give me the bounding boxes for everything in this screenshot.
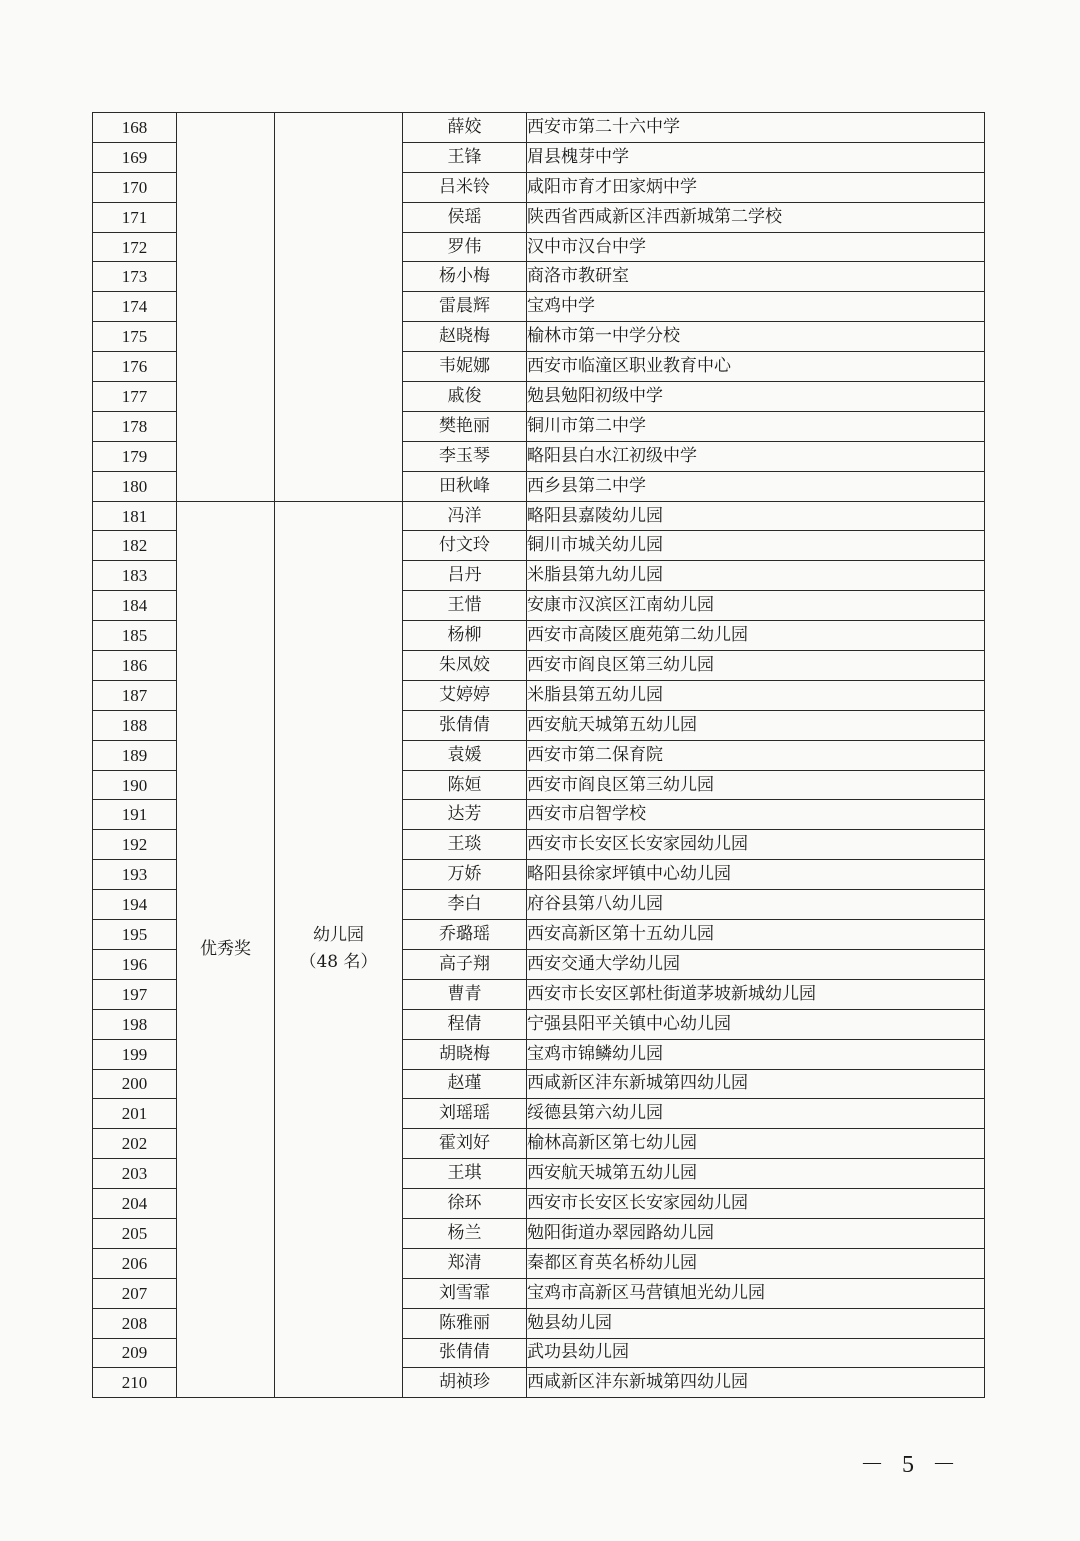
work-unit: 西安市长安区长安家园幼儿园 <box>527 1189 985 1219</box>
person-name: 王琰 <box>403 830 527 860</box>
row-number: 175 <box>93 322 177 352</box>
work-unit: 武功县幼儿园 <box>527 1338 985 1368</box>
work-unit: 西咸新区沣东新城第四幼儿园 <box>527 1368 985 1398</box>
work-unit: 铜川市城关幼儿园 <box>527 531 985 561</box>
work-unit: 铜川市第二中学 <box>527 411 985 441</box>
work-unit: 西安市长安区长安家园幼儿园 <box>527 830 985 860</box>
row-number: 198 <box>93 1009 177 1039</box>
row-number: 179 <box>93 441 177 471</box>
work-unit: 榆林市第一中学分校 <box>527 322 985 352</box>
award-level-label: 优秀奖 <box>200 938 251 959</box>
person-name: 张倩倩 <box>403 710 527 740</box>
work-unit: 西乡县第二中学 <box>527 471 985 501</box>
work-unit: 宁强县阳平关镇中心幼儿园 <box>527 1009 985 1039</box>
row-number: 186 <box>93 651 177 681</box>
work-unit: 西安市第二十六中学 <box>527 113 985 143</box>
work-unit: 西安市启智学校 <box>527 800 985 830</box>
work-unit: 米脂县第九幼儿园 <box>527 561 985 591</box>
row-number: 168 <box>93 113 177 143</box>
work-unit: 汉中市汉台中学 <box>527 232 985 262</box>
work-unit: 西安市第二保育院 <box>527 740 985 770</box>
work-unit: 西安市高陵区鹿苑第二幼儿园 <box>527 621 985 651</box>
work-unit: 咸阳市育才田家炳中学 <box>527 172 985 202</box>
row-number: 192 <box>93 830 177 860</box>
person-name: 刘雪霏 <box>403 1278 527 1308</box>
person-name: 樊艳丽 <box>403 411 527 441</box>
row-number: 187 <box>93 680 177 710</box>
work-unit: 略阳县嘉陵幼儿园 <box>527 501 985 531</box>
table-row <box>93 113 985 143</box>
person-name: 刘瑶瑶 <box>403 1099 527 1129</box>
row-number: 199 <box>93 1039 177 1069</box>
row-number: 183 <box>93 561 177 591</box>
row-number: 176 <box>93 352 177 382</box>
row-number: 177 <box>93 382 177 412</box>
person-name: 杨小梅 <box>403 262 527 292</box>
row-number: 178 <box>93 411 177 441</box>
work-unit: 略阳县徐家坪镇中心幼儿园 <box>527 860 985 890</box>
work-unit: 米脂县第五幼儿园 <box>527 680 985 710</box>
row-number: 207 <box>93 1278 177 1308</box>
person-name: 徐环 <box>403 1189 527 1219</box>
row-number: 170 <box>93 172 177 202</box>
person-name: 程倩 <box>403 1009 527 1039</box>
row-number: 173 <box>93 262 177 292</box>
work-unit: 西安市阎良区第三幼儿园 <box>527 770 985 800</box>
row-number: 182 <box>93 531 177 561</box>
row-number: 205 <box>93 1218 177 1248</box>
person-name: 王琪 <box>403 1159 527 1189</box>
person-name: 戚俊 <box>403 382 527 412</box>
person-name: 胡祯珍 <box>403 1368 527 1398</box>
award-list-table <box>92 112 985 1398</box>
page-number: － 5 － <box>860 1452 962 1478</box>
category-count: （48 名） <box>299 952 378 973</box>
work-unit: 安康市汉滨区江南幼儿园 <box>527 591 985 621</box>
person-name: 李玉琴 <box>403 441 527 471</box>
row-number: 191 <box>93 800 177 830</box>
person-name: 胡晓梅 <box>403 1039 527 1069</box>
category-label: 幼儿园 <box>313 925 364 946</box>
award-list-body <box>93 113 985 1398</box>
work-unit: 陕西省西咸新区沣西新城第二学校 <box>527 202 985 232</box>
person-name: 达芳 <box>403 800 527 830</box>
row-number: 194 <box>93 890 177 920</box>
row-number: 201 <box>93 1099 177 1129</box>
work-unit: 秦都区育英名桥幼儿园 <box>527 1248 985 1278</box>
row-number: 181 <box>93 501 177 531</box>
work-unit: 宝鸡市高新区马营镇旭光幼儿园 <box>527 1278 985 1308</box>
person-name: 郑清 <box>403 1248 527 1278</box>
table-row <box>93 501 985 531</box>
person-name: 王惜 <box>403 591 527 621</box>
work-unit: 勉阳街道办翠园路幼儿园 <box>527 1218 985 1248</box>
row-number: 169 <box>93 142 177 172</box>
work-unit: 西安航天城第五幼儿园 <box>527 1159 985 1189</box>
work-unit: 西咸新区沣东新城第四幼儿园 <box>527 1069 985 1099</box>
person-name: 陈姮 <box>403 770 527 800</box>
work-unit: 榆林高新区第七幼儿园 <box>527 1129 985 1159</box>
category-cell <box>275 501 403 1398</box>
row-number: 204 <box>93 1189 177 1219</box>
person-name: 张倩倩 <box>403 1338 527 1368</box>
person-name: 陈雅丽 <box>403 1308 527 1338</box>
person-name: 高子翔 <box>403 949 527 979</box>
work-unit: 西安交通大学幼儿园 <box>527 949 985 979</box>
person-name: 乔璐瑶 <box>403 920 527 950</box>
person-name: 薛姣 <box>403 113 527 143</box>
work-unit: 宝鸡中学 <box>527 292 985 322</box>
row-number: 171 <box>93 202 177 232</box>
row-number: 193 <box>93 860 177 890</box>
row-number: 185 <box>93 621 177 651</box>
award-level-cell <box>177 501 275 1398</box>
work-unit: 西安市长安区郭杜街道茅坡新城幼儿园 <box>527 979 985 1009</box>
person-name: 赵晓梅 <box>403 322 527 352</box>
row-number: 180 <box>93 471 177 501</box>
work-unit: 绥德县第六幼儿园 <box>527 1099 985 1129</box>
work-unit: 勉县勉阳初级中学 <box>527 382 985 412</box>
person-name: 韦妮娜 <box>403 352 527 382</box>
person-name: 万娇 <box>403 860 527 890</box>
row-number: 210 <box>93 1368 177 1398</box>
row-number: 189 <box>93 740 177 770</box>
person-name: 罗伟 <box>403 232 527 262</box>
row-number: 208 <box>93 1308 177 1338</box>
row-number: 174 <box>93 292 177 322</box>
work-unit: 西安航天城第五幼儿园 <box>527 710 985 740</box>
row-number: 197 <box>93 979 177 1009</box>
work-unit: 勉县幼儿园 <box>527 1308 985 1338</box>
row-number: 195 <box>93 920 177 950</box>
person-name: 田秋峰 <box>403 471 527 501</box>
row-number: 203 <box>93 1159 177 1189</box>
person-name: 曹青 <box>403 979 527 1009</box>
person-name: 吕米铃 <box>403 172 527 202</box>
row-number: 202 <box>93 1129 177 1159</box>
row-number: 200 <box>93 1069 177 1099</box>
category-cell-empty <box>275 113 403 502</box>
row-number: 184 <box>93 591 177 621</box>
row-number: 209 <box>93 1338 177 1368</box>
person-name: 王锋 <box>403 142 527 172</box>
work-unit: 眉县槐芽中学 <box>527 142 985 172</box>
person-name: 杨兰 <box>403 1218 527 1248</box>
person-name: 侯瑶 <box>403 202 527 232</box>
row-number: 206 <box>93 1248 177 1278</box>
work-unit: 西安市临潼区职业教育中心 <box>527 352 985 382</box>
work-unit: 西安市阎良区第三幼儿园 <box>527 651 985 681</box>
work-unit: 略阳县白水江初级中学 <box>527 441 985 471</box>
work-unit: 西安高新区第十五幼儿园 <box>527 920 985 950</box>
person-name: 吕丹 <box>403 561 527 591</box>
person-name: 艾婷婷 <box>403 680 527 710</box>
award-cell-empty <box>177 113 275 502</box>
row-number: 188 <box>93 710 177 740</box>
person-name: 雷晨辉 <box>403 292 527 322</box>
person-name: 冯洋 <box>403 501 527 531</box>
row-number: 172 <box>93 232 177 262</box>
person-name: 朱凤姣 <box>403 651 527 681</box>
work-unit: 府谷县第八幼儿园 <box>527 890 985 920</box>
person-name: 杨柳 <box>403 621 527 651</box>
row-number: 196 <box>93 949 177 979</box>
work-unit: 商洛市教研室 <box>527 262 985 292</box>
person-name: 赵瑾 <box>403 1069 527 1099</box>
work-unit: 宝鸡市锦鳞幼儿园 <box>527 1039 985 1069</box>
person-name: 李白 <box>403 890 527 920</box>
person-name: 袁媛 <box>403 740 527 770</box>
person-name: 付文玲 <box>403 531 527 561</box>
row-number: 190 <box>93 770 177 800</box>
person-name: 霍刘好 <box>403 1129 527 1159</box>
